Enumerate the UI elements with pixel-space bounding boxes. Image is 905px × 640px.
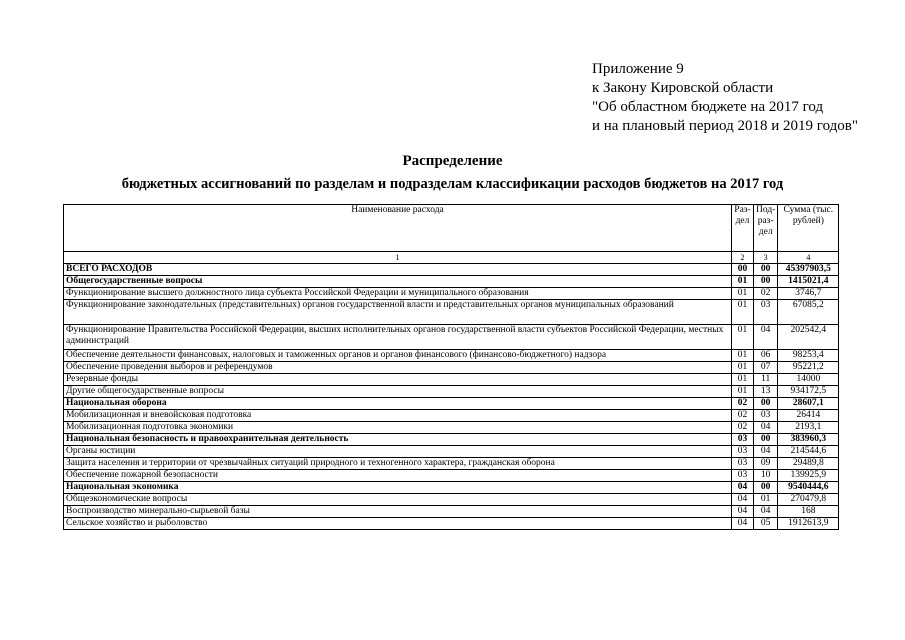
subsection-code-cell: 09 (754, 458, 778, 470)
amount-cell: 2193,1 (778, 422, 839, 434)
expense-name-cell: Обеспечение деятельности финансовых, налоговых и таможенных органов и органов финансового (финансово-бюджетного) надзора (64, 350, 732, 362)
amount-cell: 1415021,4 (778, 276, 839, 288)
table-row (64, 422, 839, 434)
table-row (64, 482, 839, 494)
subsection-code-cell: 00 (754, 434, 778, 446)
section-code-cell: 00 (732, 264, 754, 276)
amount-cell: 14000 (778, 374, 839, 386)
amount-cell: 29489,8 (778, 458, 839, 470)
section-code-cell: 03 (732, 446, 754, 458)
amount-cell: 9540444,6 (778, 482, 839, 494)
subsection-code-cell: 00 (754, 264, 778, 276)
header-amount: Сумма (тыс. рублей) (778, 205, 839, 252)
table-row (64, 458, 839, 470)
amount-cell: 45397903,5 (778, 264, 839, 276)
expense-name-cell: Национальная оборона (64, 398, 732, 410)
table-row (64, 410, 839, 422)
appendix-note (592, 60, 858, 136)
column-number: 3 (754, 252, 778, 264)
document-subtitle: бюджетных ассигнований по разделам и подразделам классификации расходов бюджетов на 2017 год (121, 176, 784, 192)
amount-cell: 3746,7 (778, 288, 839, 300)
section-code-cell: 01 (732, 374, 754, 386)
column-number: 2 (732, 252, 754, 264)
section-code-cell: 04 (732, 482, 754, 494)
header-name: Наименование расхода (64, 205, 732, 252)
table-row (64, 518, 839, 530)
section-code-cell: 01 (732, 350, 754, 362)
table-row (64, 374, 839, 386)
table-row (64, 264, 839, 276)
subsection-code-cell: 00 (754, 398, 778, 410)
expense-name-cell: Мобилизационная и вневойсковая подготовка (64, 410, 732, 422)
expense-name-cell: Сельское хозяйство и рыболовство (64, 518, 732, 530)
section-code-cell: 03 (732, 434, 754, 446)
amount-cell: 214544,6 (778, 446, 839, 458)
table-row (64, 506, 839, 518)
subsection-code-cell: 05 (754, 518, 778, 530)
subsection-code-cell: 01 (754, 494, 778, 506)
amount-cell: 28607,1 (778, 398, 839, 410)
subsection-code-cell: 11 (754, 374, 778, 386)
section-code-cell: 01 (732, 288, 754, 300)
amount-cell: 934172,5 (778, 386, 839, 398)
amount-cell: 98253,4 (778, 350, 839, 362)
subsection-code-cell: 04 (754, 325, 778, 350)
table-row (64, 446, 839, 458)
table-row (64, 325, 839, 350)
subsection-code-cell: 03 (754, 410, 778, 422)
section-code-cell: 03 (732, 470, 754, 482)
section-code-cell: 01 (732, 386, 754, 398)
table-row (64, 386, 839, 398)
table-row (64, 398, 839, 410)
amount-cell: 95221,2 (778, 362, 839, 374)
amount-cell: 26414 (778, 410, 839, 422)
subsection-code-cell: 03 (754, 300, 778, 325)
subsection-code-cell: 07 (754, 362, 778, 374)
expense-name-cell: Защита населения и территории от чрезвычайных ситуаций природного и техногенного характера, гражданская оборона (64, 458, 732, 470)
section-code-cell: 03 (732, 458, 754, 470)
section-code-cell: 02 (732, 398, 754, 410)
amount-cell: 139925,9 (778, 470, 839, 482)
expense-name-cell: Функционирование высшего должностного лица субъекта Российской Федерации и муниципального образования (64, 288, 732, 300)
section-code-cell: 02 (732, 422, 754, 434)
table-row (64, 288, 839, 300)
amount-cell: 67085,2 (778, 300, 839, 325)
subsection-code-cell: 00 (754, 276, 778, 288)
expense-name-cell: ВСЕГО РАСХОДОВ (64, 264, 732, 276)
table-row (64, 470, 839, 482)
table-row (64, 494, 839, 506)
table-column-numbers-row (64, 252, 839, 264)
subsection-code-cell: 04 (754, 422, 778, 434)
amount-cell: 270479,8 (778, 494, 839, 506)
column-number: 1 (64, 252, 732, 264)
budget-table (63, 204, 839, 530)
subsection-code-cell: 02 (754, 288, 778, 300)
expense-name-cell: Национальная безопасность и правоохранительная деятельность (64, 434, 732, 446)
table-row (64, 300, 839, 325)
amount-cell: 202542,4 (778, 325, 839, 350)
document-title: Распределение (402, 153, 503, 169)
section-code-cell: 04 (732, 494, 754, 506)
section-code-cell: 01 (732, 300, 754, 325)
expense-name-cell: Функционирование законодательных (представительных) органов государственной власти и представительных органов муниципальных образований (64, 300, 732, 325)
section-code-cell: 04 (732, 518, 754, 530)
appendix-line-3: "Об областном бюджете на 2017 год (592, 99, 824, 115)
expense-name-cell: Общеэкономические вопросы (64, 494, 732, 506)
section-code-cell: 04 (732, 506, 754, 518)
expense-name-cell: Национальная экономика (64, 482, 732, 494)
table-row (64, 276, 839, 288)
expense-name-cell: Общегосударственные вопросы (64, 276, 732, 288)
table-header-row (64, 205, 839, 252)
subsection-code-cell: 00 (754, 482, 778, 494)
amount-cell: 383960,3 (778, 434, 839, 446)
appendix-line-1: Приложение 9 (592, 61, 684, 77)
subsection-code-cell: 04 (754, 506, 778, 518)
table-row (64, 362, 839, 374)
appendix-line-4: и на плановый период 2018 и 2019 годов" (592, 118, 858, 134)
section-code-cell: 01 (732, 276, 754, 288)
table-row (64, 350, 839, 362)
expense-name-cell: Воспроизводство минерально-сырьевой базы (64, 506, 732, 518)
table-row (64, 434, 839, 446)
expense-name-cell: Функционирование Правительства Российской Федерации, высших исполнительных органов государственной власти субъектов Российской Федерации, местных администраций (64, 325, 732, 350)
header-subsection: Под-раз-дел (754, 205, 778, 252)
section-code-cell: 01 (732, 325, 754, 350)
expense-name-cell: Органы юстиции (64, 446, 732, 458)
subsection-code-cell: 10 (754, 470, 778, 482)
expense-name-cell: Обеспечение пожарной безопасности (64, 470, 732, 482)
section-code-cell: 01 (732, 362, 754, 374)
section-code-cell: 02 (732, 410, 754, 422)
subsection-code-cell: 13 (754, 386, 778, 398)
amount-cell: 1912613,9 (778, 518, 839, 530)
amount-cell: 168 (778, 506, 839, 518)
expense-name-cell: Мобилизационная подготовка экономики (64, 422, 732, 434)
expense-name-cell: Обеспечение проведения выборов и референдумов (64, 362, 732, 374)
subsection-code-cell: 04 (754, 446, 778, 458)
appendix-line-2: к Закону Кировской области (592, 80, 774, 96)
expense-name-cell: Резервные фонды (64, 374, 732, 386)
column-number: 4 (778, 252, 839, 264)
expense-name-cell: Другие общегосударственные вопросы (64, 386, 732, 398)
header-section: Раз-дел (732, 205, 754, 252)
subsection-code-cell: 06 (754, 350, 778, 362)
